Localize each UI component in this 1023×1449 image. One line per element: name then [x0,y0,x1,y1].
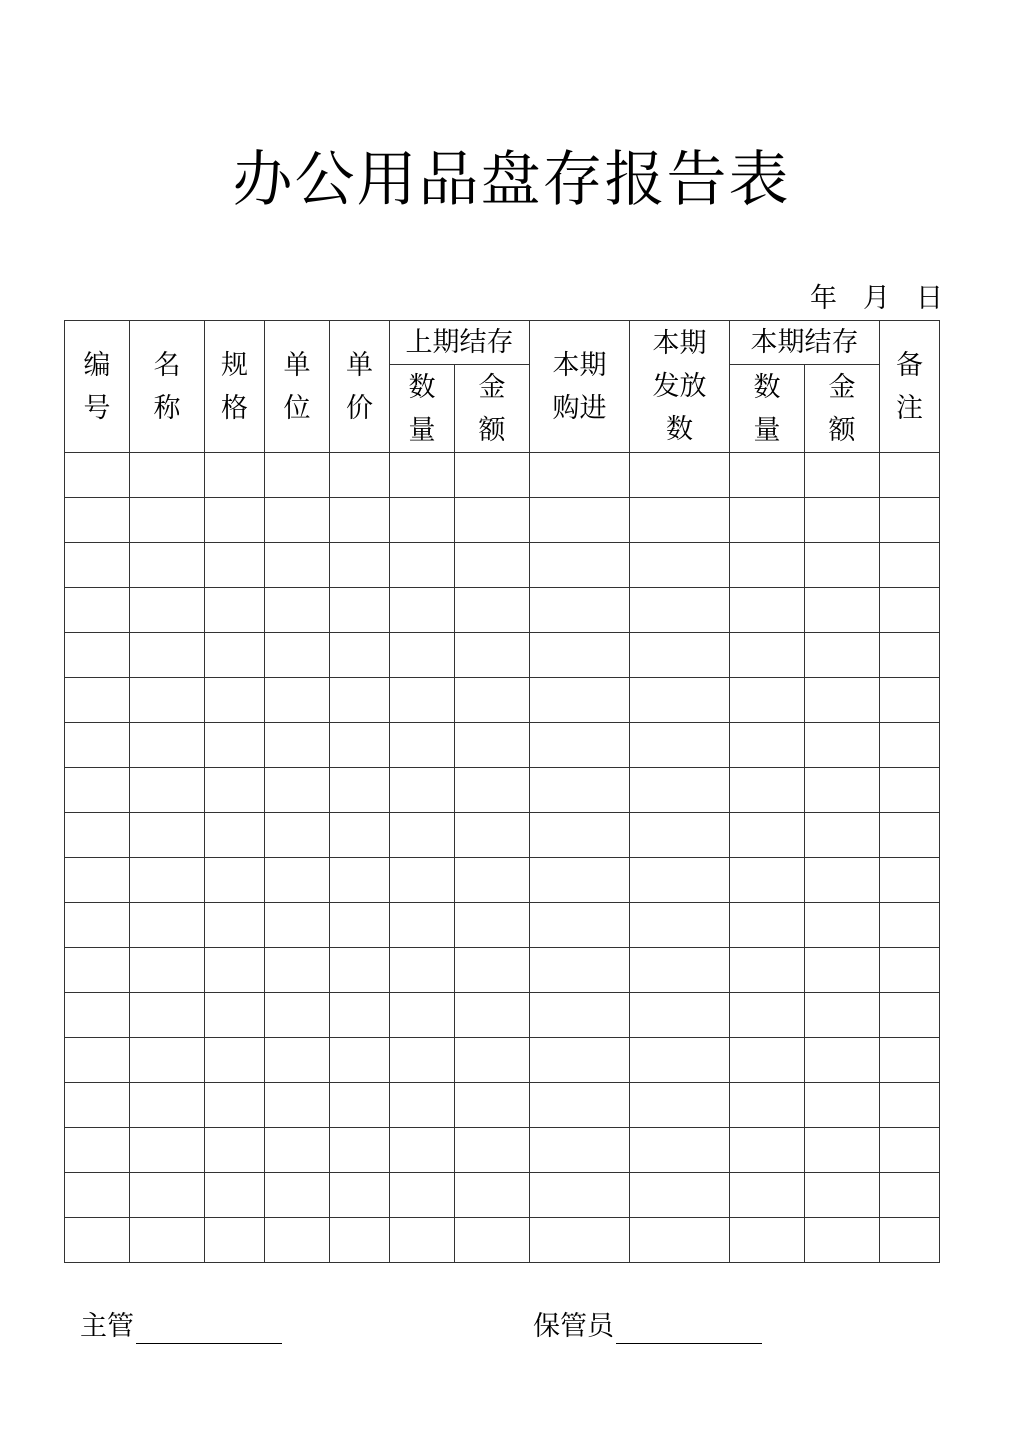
table-cell[interactable] [730,453,805,498]
table-cell[interactable] [205,1128,265,1173]
supervisor-signature-line[interactable] [136,1315,282,1344]
table-cell[interactable] [205,1218,265,1263]
table-row [65,1173,940,1218]
table-row [65,633,940,678]
table-cell[interactable] [330,1218,390,1263]
table-cell[interactable] [880,543,940,588]
table-cell[interactable] [805,858,880,903]
table-cell[interactable] [455,588,530,633]
table-row [65,498,940,543]
table-cell[interactable] [730,993,805,1038]
table-cell[interactable] [265,1218,330,1263]
table-cell[interactable] [880,993,940,1038]
table-cell[interactable] [455,1128,530,1173]
header-curr-stock: 本期结存 [730,321,880,365]
table-cell[interactable] [805,1083,880,1128]
table-row [65,1128,940,1173]
table-cell[interactable] [880,1218,940,1263]
table-cell[interactable] [455,498,530,543]
table-cell[interactable] [730,768,805,813]
header-purchase: 本期 购进 [530,321,630,453]
table-cell[interactable] [390,813,455,858]
table-cell[interactable] [330,588,390,633]
table-cell[interactable] [880,453,940,498]
header-prev-stock: 上期结存 [390,321,530,365]
table-cell[interactable] [130,543,205,588]
keeper-signature [533,1310,762,1344]
table-cell[interactable] [730,1083,805,1128]
table-cell[interactable] [530,1173,630,1218]
table-cell[interactable] [530,948,630,993]
table-cell[interactable] [65,993,130,1038]
table-cell[interactable] [265,948,330,993]
table-cell[interactable] [265,588,330,633]
table-cell[interactable] [330,1173,390,1218]
table-cell[interactable] [880,1128,940,1173]
table-cell[interactable] [880,768,940,813]
table-cell[interactable] [265,723,330,768]
table-row [65,813,940,858]
date-year-label: 年 [810,283,837,314]
table-cell[interactable] [65,948,130,993]
table-cell[interactable] [330,993,390,1038]
table-cell[interactable] [730,813,805,858]
table-cell[interactable] [130,453,205,498]
table-cell[interactable] [330,1083,390,1128]
header-unit: 单 位 [265,321,330,453]
page-title: 办公用品盘存报告表 [232,145,791,215]
table-cell[interactable] [630,723,730,768]
table-cell[interactable] [205,723,265,768]
table-cell[interactable] [130,723,205,768]
table-cell[interactable] [65,1083,130,1128]
table-cell[interactable] [205,633,265,678]
table-cell[interactable] [130,813,205,858]
table-cell[interactable] [330,633,390,678]
table-cell[interactable] [530,813,630,858]
keeper-label: 保管员 [533,1311,614,1342]
table-cell[interactable] [880,858,940,903]
header-curr-qty: 数 量 [730,365,805,453]
header-price: 单 价 [330,321,390,453]
table-cell[interactable] [630,1083,730,1128]
header-name: 名 称 [130,321,205,453]
table-cell[interactable] [455,1083,530,1128]
table-row [65,948,940,993]
table-cell[interactable] [265,633,330,678]
table-cell[interactable] [730,588,805,633]
table-cell[interactable] [390,543,455,588]
table-row [65,903,940,948]
table-cell[interactable] [730,1218,805,1263]
table-cell[interactable] [805,543,880,588]
table-cell[interactable] [390,948,455,993]
table-cell[interactable] [390,588,455,633]
table-cell[interactable] [455,1218,530,1263]
table-cell[interactable] [455,453,530,498]
table-cell[interactable] [390,1038,455,1083]
table-cell[interactable] [805,588,880,633]
table-cell[interactable] [130,768,205,813]
table-cell[interactable] [880,813,940,858]
table-cell[interactable] [805,1173,880,1218]
table-cell[interactable] [265,453,330,498]
table-row [65,1218,940,1263]
table-cell[interactable] [730,498,805,543]
table-cell[interactable] [630,543,730,588]
table-cell[interactable] [730,678,805,723]
table-cell[interactable] [805,1038,880,1083]
table-cell[interactable] [630,633,730,678]
table-cell[interactable] [205,858,265,903]
table-cell[interactable] [455,858,530,903]
table-cell[interactable] [130,903,205,948]
table-cell[interactable] [630,453,730,498]
table-cell[interactable] [805,453,880,498]
table-cell[interactable] [390,498,455,543]
table-cell[interactable] [455,768,530,813]
table-cell[interactable] [330,453,390,498]
table-cell[interactable] [455,1038,530,1083]
table-cell[interactable] [205,903,265,948]
table-cell[interactable] [880,948,940,993]
table-cell[interactable] [390,723,455,768]
table-cell[interactable] [630,948,730,993]
table-cell[interactable] [265,903,330,948]
table-cell[interactable] [205,1173,265,1218]
table-cell[interactable] [630,858,730,903]
date-month-label: 月 [863,283,890,314]
table-cell[interactable] [805,633,880,678]
table-cell[interactable] [330,678,390,723]
table-cell[interactable] [805,993,880,1038]
table-cell[interactable] [130,1173,205,1218]
table-cell[interactable] [390,633,455,678]
table-cell[interactable] [130,1128,205,1173]
table-cell[interactable] [805,948,880,993]
table-cell[interactable] [330,1038,390,1083]
table-cell[interactable] [130,498,205,543]
table-cell[interactable] [630,1128,730,1173]
table-cell[interactable] [265,1173,330,1218]
table-cell[interactable] [805,813,880,858]
table-cell[interactable] [205,1038,265,1083]
table-cell[interactable] [65,858,130,903]
table-cell[interactable] [530,498,630,543]
table-cell[interactable] [330,1128,390,1173]
table-cell[interactable] [205,993,265,1038]
table-cell[interactable] [730,633,805,678]
table-row [65,588,940,633]
table-cell[interactable] [455,723,530,768]
table-cell[interactable] [455,948,530,993]
supervisor-signature [80,1310,282,1344]
table-cell[interactable] [130,1038,205,1083]
table-cell[interactable] [205,588,265,633]
table-cell[interactable] [265,678,330,723]
table-row [65,1083,940,1128]
table-row [65,678,940,723]
header-spec: 规 格 [205,321,265,453]
table-cell[interactable] [390,1128,455,1173]
table-cell[interactable] [65,1218,130,1263]
table-cell[interactable] [880,633,940,678]
table-cell[interactable] [880,903,940,948]
table-cell[interactable] [805,498,880,543]
table-cell[interactable] [730,858,805,903]
table-cell[interactable] [730,1173,805,1218]
header-issued: 本期 发放 数 [630,321,730,453]
table-cell[interactable] [130,678,205,723]
table-cell[interactable] [330,813,390,858]
table-cell[interactable] [390,1218,455,1263]
table-cell[interactable] [65,723,130,768]
table-cell[interactable] [630,993,730,1038]
table-cell[interactable] [805,1218,880,1263]
table-cell[interactable] [205,813,265,858]
table-cell[interactable] [265,1128,330,1173]
header-prev-amt: 金 额 [455,365,530,453]
table-cell[interactable] [265,1083,330,1128]
table-cell[interactable] [130,1083,205,1128]
table-cell[interactable] [130,1218,205,1263]
table-cell[interactable] [455,633,530,678]
table-cell[interactable] [130,948,205,993]
table-cell[interactable] [530,1038,630,1083]
table-cell[interactable] [390,1083,455,1128]
table-cell[interactable] [630,768,730,813]
supervisor-label: 主管 [80,1311,134,1342]
table-cell[interactable] [205,948,265,993]
table-cell[interactable] [530,993,630,1038]
table-cell[interactable] [130,588,205,633]
table-cell[interactable] [330,948,390,993]
table-cell[interactable] [130,633,205,678]
table-cell[interactable] [205,1083,265,1128]
table-cell[interactable] [265,993,330,1038]
table-cell[interactable] [330,723,390,768]
table-cell[interactable] [205,543,265,588]
table-cell[interactable] [330,903,390,948]
table-cell[interactable] [880,1083,940,1128]
table-cell[interactable] [65,543,130,588]
table-cell[interactable] [390,453,455,498]
table-cell[interactable] [65,1038,130,1083]
table-cell[interactable] [65,768,130,813]
table-cell[interactable] [330,498,390,543]
table-cell[interactable] [530,588,630,633]
table-cell[interactable] [65,1128,130,1173]
table-cell[interactable] [530,678,630,723]
table-cell[interactable] [455,678,530,723]
table-cell[interactable] [205,498,265,543]
table-cell[interactable] [265,543,330,588]
table-cell[interactable] [205,678,265,723]
table-cell[interactable] [330,543,390,588]
table-cell[interactable] [530,768,630,813]
table-cell[interactable] [455,543,530,588]
table-cell[interactable] [630,1038,730,1083]
table-cell[interactable] [530,543,630,588]
table-cell[interactable] [265,498,330,543]
table-cell[interactable] [65,1173,130,1218]
table-row [65,858,940,903]
table-cell[interactable] [630,678,730,723]
date-day-label: 日 [916,283,943,314]
table-cell[interactable] [880,1038,940,1083]
table-row [65,768,940,813]
table-cell[interactable] [530,453,630,498]
table-cell[interactable] [630,813,730,858]
table-cell[interactable] [630,903,730,948]
table-cell[interactable] [630,498,730,543]
table-cell[interactable] [530,1128,630,1173]
table-cell[interactable] [530,903,630,948]
table-cell[interactable] [530,1218,630,1263]
table-row [65,993,940,1038]
table-cell[interactable] [530,1083,630,1128]
table-cell[interactable] [265,858,330,903]
table-cell[interactable] [730,1128,805,1173]
table-cell[interactable] [390,903,455,948]
table-cell[interactable] [455,1173,530,1218]
table-cell[interactable] [455,813,530,858]
table-cell[interactable] [265,813,330,858]
table-cell[interactable] [390,768,455,813]
header-row-1 [65,321,940,365]
header-remark: 备 注 [880,321,940,453]
table-cell[interactable] [880,723,940,768]
table-row [65,543,940,588]
keeper-signature-line[interactable] [616,1315,762,1344]
table-cell[interactable] [65,633,130,678]
date-line [810,282,943,316]
table-cell[interactable] [730,1038,805,1083]
table-cell[interactable] [805,678,880,723]
table-cell[interactable] [130,993,205,1038]
header-no: 编 号 [65,321,130,453]
table-cell[interactable] [65,813,130,858]
table-cell[interactable] [390,993,455,1038]
table-cell[interactable] [530,723,630,768]
table-cell[interactable] [390,1173,455,1218]
table-cell[interactable] [205,768,265,813]
table-row [65,723,940,768]
table-cell[interactable] [530,633,630,678]
table-cell[interactable] [65,588,130,633]
table-cell[interactable] [205,453,265,498]
table-cell[interactable] [730,948,805,993]
table-cell[interactable] [265,1038,330,1083]
table-cell[interactable] [880,1173,940,1218]
table-row [65,453,940,498]
table-cell[interactable] [390,678,455,723]
table-row [65,1038,940,1083]
table-cell[interactable] [880,678,940,723]
table-cell[interactable] [630,588,730,633]
inventory-table [64,320,940,1263]
table-cell[interactable] [65,453,130,498]
table-cell[interactable] [630,1218,730,1263]
table-cell[interactable] [390,858,455,903]
table-cell[interactable] [880,588,940,633]
table-cell[interactable] [880,498,940,543]
table-cell[interactable] [65,903,130,948]
table-cell[interactable] [65,498,130,543]
table-cell[interactable] [805,1128,880,1173]
table-cell[interactable] [730,723,805,768]
table-body [65,453,940,1263]
table-cell[interactable] [805,768,880,813]
table-cell[interactable] [455,993,530,1038]
table-cell[interactable] [805,723,880,768]
table-cell[interactable] [730,903,805,948]
table-cell[interactable] [530,858,630,903]
table-cell[interactable] [265,768,330,813]
table-cell[interactable] [130,858,205,903]
table-cell[interactable] [630,1173,730,1218]
header-curr-amt: 金 额 [805,365,880,453]
header-prev-qty: 数 量 [390,365,455,453]
table-cell[interactable] [455,903,530,948]
table-cell[interactable] [805,903,880,948]
table-cell[interactable] [65,678,130,723]
table-cell[interactable] [730,543,805,588]
table-cell[interactable] [330,858,390,903]
table-cell[interactable] [330,768,390,813]
